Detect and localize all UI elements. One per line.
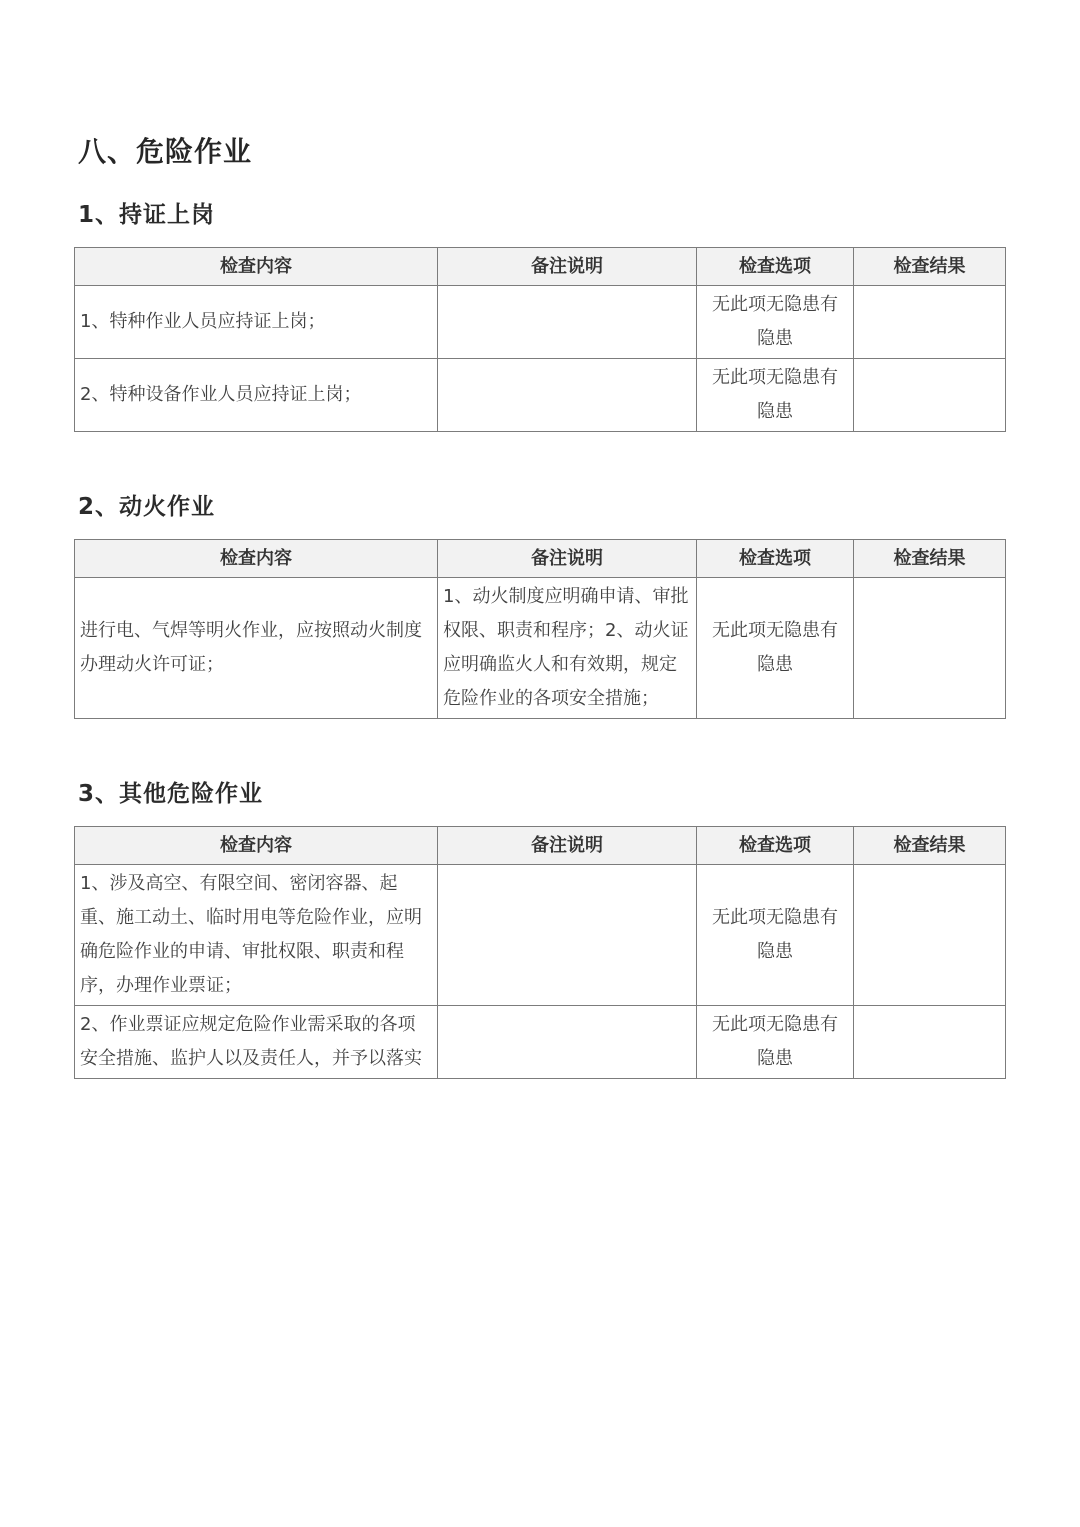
- table-header-row: [75, 248, 1006, 286]
- section-heading-2: 2、动火作业: [78, 494, 216, 520]
- table-row: [75, 286, 1006, 359]
- column-header-content: 检查内容: [75, 248, 438, 286]
- inspection-table-1: [74, 247, 1006, 432]
- cell-content: 进行电、气焊等明火作业，应按照动火制度办理动火许可证；: [75, 578, 438, 719]
- inspection-table-3: [74, 826, 1006, 1079]
- cell-options: 无此项无隐患有隐患: [697, 359, 854, 432]
- column-header-options: 检查选项: [697, 248, 854, 286]
- inspection-table-2: [74, 539, 1006, 719]
- column-header-result: 检查结果: [854, 540, 1006, 578]
- column-header-remark: 备注说明: [438, 827, 697, 865]
- table-row: [75, 578, 1006, 719]
- cell-result: [854, 865, 1006, 1006]
- column-header-result: 检查结果: [854, 827, 1006, 865]
- table-row: [75, 359, 1006, 432]
- cell-content: 1、特种作业人员应持证上岗；: [75, 286, 438, 359]
- column-header-remark: 备注说明: [438, 248, 697, 286]
- table-row: [75, 1006, 1006, 1079]
- section-heading-3: 3、其他危险作业: [78, 781, 264, 807]
- cell-options: 无此项无隐患有隐患: [697, 1006, 854, 1079]
- cell-remark: [438, 359, 697, 432]
- cell-result: [854, 286, 1006, 359]
- cell-remark: [438, 865, 697, 1006]
- cell-result: [854, 1006, 1006, 1079]
- cell-options: 无此项无隐患有隐患: [697, 578, 854, 719]
- cell-content: 2、作业票证应规定危险作业需采取的各项安全措施、监护人以及责任人，并予以落实: [75, 1006, 438, 1079]
- column-header-content: 检查内容: [75, 827, 438, 865]
- cell-remark: [438, 286, 697, 359]
- cell-options: 无此项无隐患有隐患: [697, 286, 854, 359]
- cell-remark: 1、动火制度应明确申请、审批权限、职责和程序；2、动火证应明确监火人和有效期，规定危险作业的各项安全措施；: [438, 578, 697, 719]
- column-header-options: 检查选项: [697, 540, 854, 578]
- cell-remark: [438, 1006, 697, 1079]
- table-row: [75, 865, 1006, 1006]
- cell-content: 1、涉及高空、有限空间、密闭容器、起重、施工动土、临时用电等危险作业，应明确危险作业的申请、审批权限、职责和程序，办理作业票证；: [75, 865, 438, 1006]
- cell-options: 无此项无隐患有隐患: [697, 865, 854, 1006]
- cell-result: [854, 359, 1006, 432]
- cell-content: 2、特种设备作业人员应持证上岗；: [75, 359, 438, 432]
- column-header-content: 检查内容: [75, 540, 438, 578]
- page-title: 八、危险作业: [78, 135, 253, 168]
- column-header-result: 检查结果: [854, 248, 1006, 286]
- cell-result: [854, 578, 1006, 719]
- table-header-row: [75, 540, 1006, 578]
- table-header-row: [75, 827, 1006, 865]
- column-header-remark: 备注说明: [438, 540, 697, 578]
- section-heading-1: 1、持证上岗: [78, 202, 216, 228]
- column-header-options: 检查选项: [697, 827, 854, 865]
